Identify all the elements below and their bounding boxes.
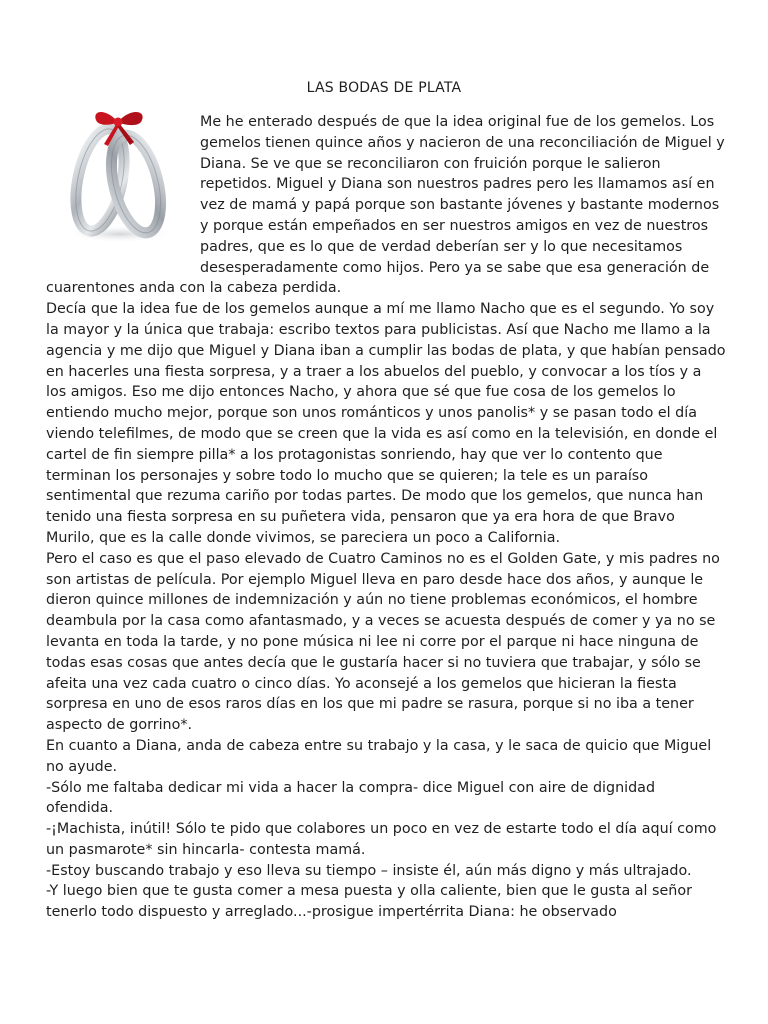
paragraph: Me he enterado después de que la idea original fue de los gemelos. Los gemelos tienen quince años y nacieron de una reconciliación de Miguel y Diana. Se ve que se reconciliaron con fruición porque le salieron repetidos. Miguel y Diana son nuestros padres pero les llamamos así en vez de mamá y papá porque son bastante jóvenes y bastante modernos y porque están empeñados en ser nuestros amigos en vez de nuestros padres, que es lo que de verdad deberían ser y lo que necesitamos desesperadamente como hijos. Pero ya se sabe que esa generación de cuarentones anda con la cabeza perdida. — [46, 114, 725, 297]
paragraph: En cuanto a Diana, anda de cabeza entre su trabajo y la casa, y le saca de quicio que Miguel no ayude. — [46, 737, 712, 775]
document-title: LAS BODAS DE PLATA — [306, 80, 462, 96]
document-body — [46, 112, 726, 923]
paragraph: -Sólo me faltaba dedicar mi vida a hacer la compra- dice Miguel con aire de dignidad ofendida. — [46, 779, 656, 817]
paragraph: -Y luego bien que te gusta comer a mesa puesta y olla caliente, bien que le gusta al señor tenerlo todo dispuesto y arreglado...-prosigue impertérrita Diana: he observado — [46, 883, 692, 921]
paragraph: Decía que la idea fue de los gemelos aunque a mí me llamo Nacho que es el segundo. Yo soy la mayor y la única que trabaja: escribo textos para publicistas. Así que Nacho me llamo a la agencia y me dijo que Miguel y Diana iban a cumplir las bodas de plata, y que habían pensado en hacerles una fiesta sorpresa, y a traer a los abuelos del pueblo, y convocar a los tíos y a los amigos. Eso me dijo entonces Nacho, y ahora que sé que fue cosa de los gemelos lo entiendo mucho mejor, porque son unos románticos y unos panolis* y se pasan todo el día viendo telefilmes, de modo que se creen que la vida es así como en la televisión, en donde el cartel de fin siempre pilla* a los protagonistas sonriendo, hay que ver lo contento que terminan los personajes y sobre todo lo mucho que se quieren; la tele es un paraíso sentimental que rezuma cariño por todas partes. De modo que los gemelos, que nunca han tenido una fiesta sorpresa en su puñetera vida, pensaron que ya era hora de que Bravo Murilo, que es la calle donde vivimos, se pareciera un poco a California. — [46, 301, 726, 546]
paragraph: Pero el caso es que el paso elevado de Cuatro Caminos no es el Golden Gate, y mis padres no son artistas de película. Por ejemplo Miguel lleva en paro desde hace dos años, y aunque le dieron quince millones de indemnización y aún no tiene problemas económicos, el hombre deambula por la casa como afantasmado, y a veces se acuesta después de comer y ya no se levanta en toda la tarde, y no pone música ni lee ni corre por el parque ni hace ninguna de todas esas cosas que antes decía que le gustaría hacer si no tuviera que trabajar, y sólo se afeita una vez cada cuatro o cinco días. Yo aconsejé a los gemelos que hicieran la fiesta sorpresa en uno de esos raros días en los que mi padre se rasura, porque si no iba a tener aspecto de gorrino*. — [46, 550, 720, 734]
paragraph: -Estoy buscando trabajo y eso lleva su tiempo – insiste él, aún más digno y más ultrajado. — [46, 862, 692, 879]
paragraph: -¡Machista, inútil! Sólo te pido que colabores un poco en vez de estarte todo el día aquí como un pasmarote* sin hincarla- contesta mamá. — [46, 821, 717, 858]
